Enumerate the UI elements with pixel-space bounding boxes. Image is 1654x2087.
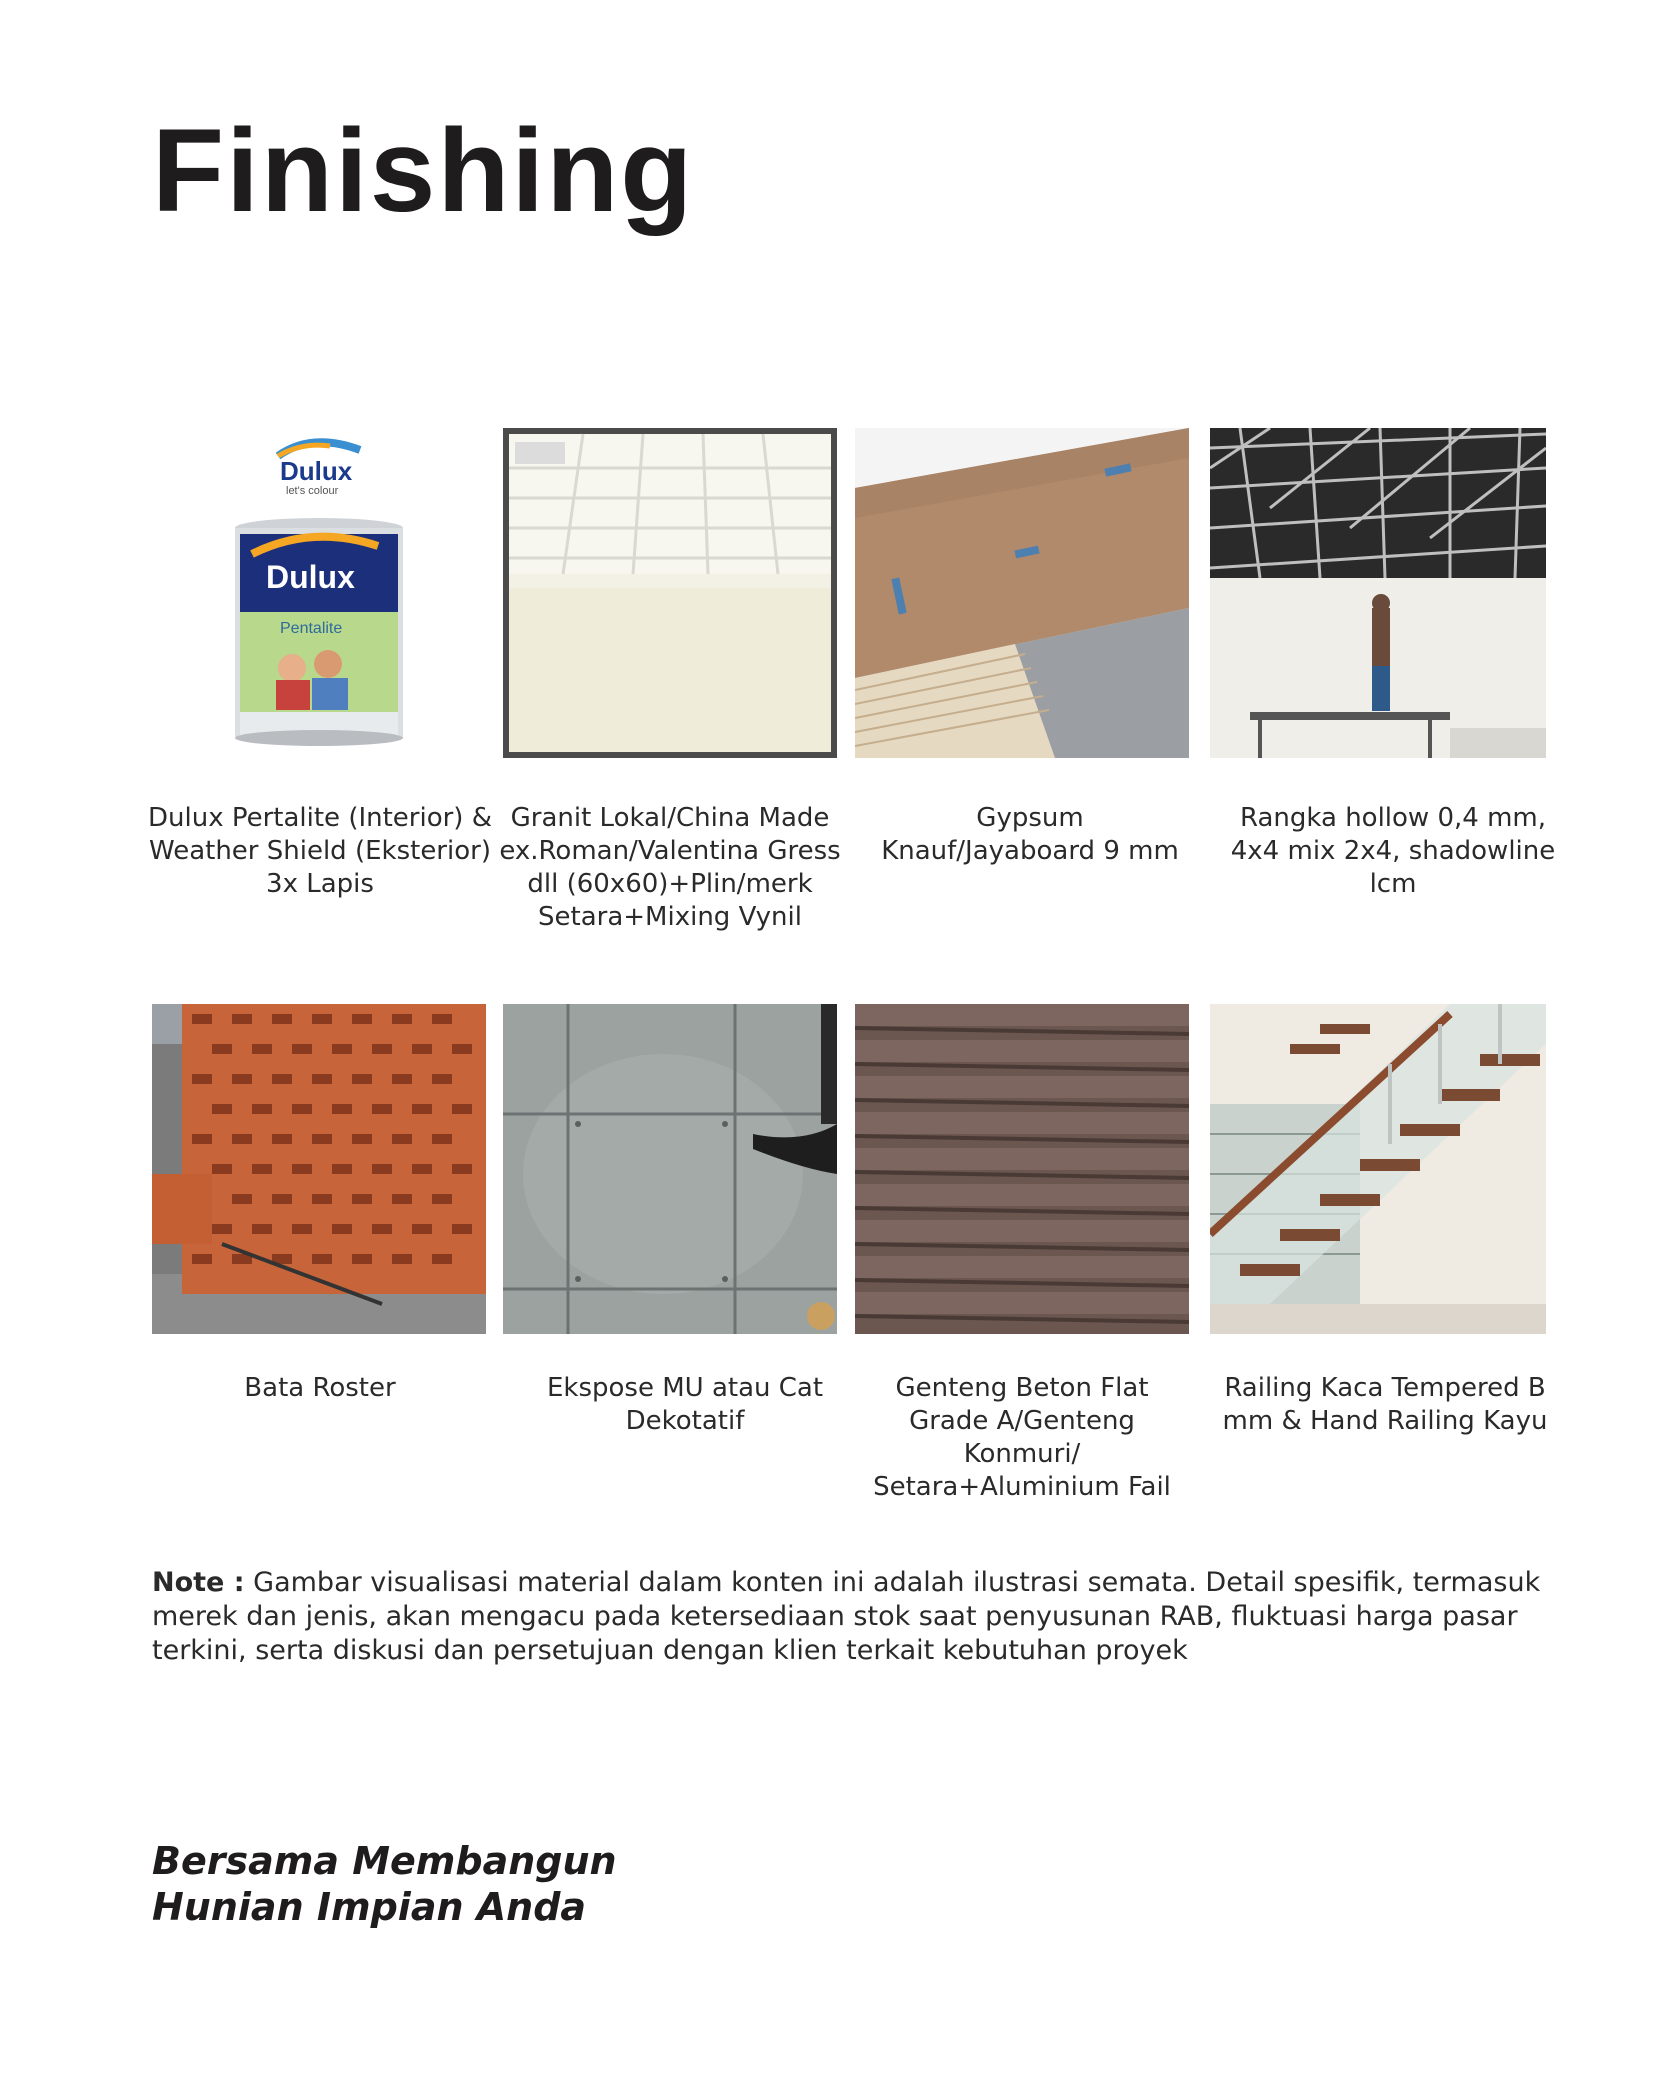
brand-slogan: let's colour: [286, 485, 339, 497]
concrete-roof-tile-image: [855, 1004, 1189, 1334]
paint-can-image: [152, 428, 486, 758]
tagline-line-1: Bersama Membangun: [152, 1839, 617, 1883]
page-title: Finishing: [152, 105, 695, 237]
ceiling-frame-image: [1210, 428, 1546, 758]
gypsum-boards-image: [855, 428, 1189, 758]
material-caption: Rangka hollow 0,4 mm, 4x4 mix 2x4, shadowline lcm: [1230, 803, 1556, 899]
material-caption: Gypsum Knauf/Jayaboard 9 mm: [881, 803, 1179, 866]
tagline: [152, 1838, 617, 1930]
material-caption: Ekspose MU atau Cat Dekotatif: [546, 1373, 824, 1436]
glass-stair-railing-image: [1210, 1004, 1546, 1334]
note-label: Note :: [152, 1567, 245, 1598]
product-name: Pentalite: [280, 620, 343, 637]
tagline-line-2: Hunian Impian Anda: [152, 1885, 587, 1929]
material-caption: Bata Roster: [244, 1373, 396, 1403]
disclaimer-note: [152, 1566, 1552, 1668]
material-caption: Dulux Pertalite (Interior) & Weather Shield (Eksterior) 3x Lapis: [148, 803, 492, 899]
note-text: Gambar visualisasi material dalam konten ini adalah ilustrasi semata. Detail spesifik, termasuk merek dan jenis, akan mengacu pada ketersediaan stok saat penyusunan RAB, fluktuasi harga pasar terkini, serta diskusi dan persetujuan dengan klien terkait kebutuhan proyek: [152, 1567, 1541, 1666]
brand-logo-can: Dulux: [266, 559, 355, 595]
brick-roster-wall-image: [152, 1004, 486, 1334]
material-caption: Genteng Beton Flat Grade A/Genteng Konmuri/ Setara+Aluminium Fail: [873, 1373, 1171, 1502]
granite-tile-image: [503, 428, 837, 758]
material-caption: Granit Lokal/China Made ex.Roman/Valentina Gress dll (60x60)+Plin/merk Setara+Mixing Vynil: [499, 803, 841, 932]
material-caption: Railing Kaca Tempered B mm & Hand Railing Kayu: [1222, 1373, 1548, 1436]
brand-logo-top: Dulux: [280, 456, 353, 486]
exposed-concrete-wall-image: [503, 1004, 837, 1334]
